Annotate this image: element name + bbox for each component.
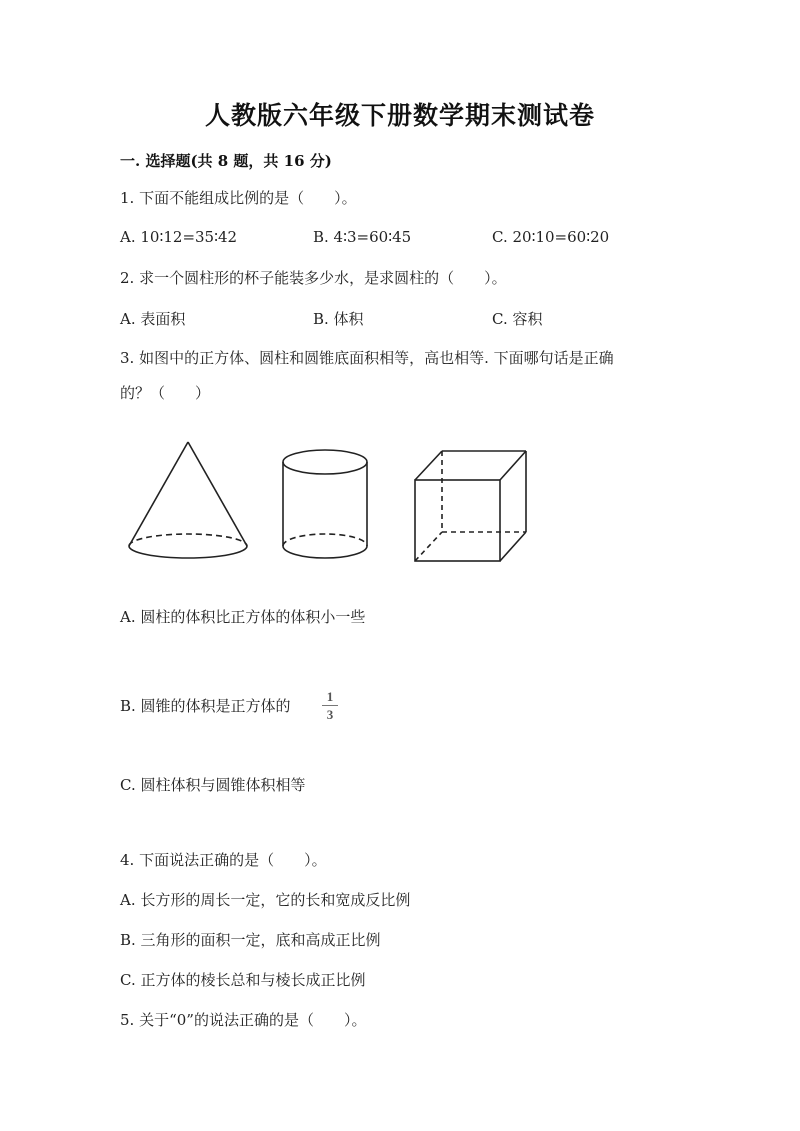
question-1-option-c: C. 20∶10=60∶20	[492, 228, 610, 246]
question-3-stem-line-1: 3. 如图中的正方体、圆柱和圆锥底面积相等，高也相等. 下面哪句话是正确	[120, 349, 614, 367]
question-3-option-b: B. 圆锥的体积是正方体的	[120, 697, 291, 715]
question-4-option-a: A. 长方形的周长一定，它的长和宽成反比例	[120, 891, 411, 909]
cylinder-icon	[283, 450, 367, 558]
question-1-stem: 1. 下面不能组成比例的是（ ）。	[120, 189, 357, 207]
question-4-option-c: C. 正方体的棱长总和与棱长成正比例	[120, 971, 366, 989]
cone-icon	[129, 442, 247, 558]
question-5-stem: 5. 关于“0”的说法正确的是（ ）。	[120, 1011, 367, 1029]
fraction-denominator: 3	[326, 707, 334, 722]
question-2-stem: 2. 求一个圆柱形的杯子能装多少水，是求圆柱的（ ）。	[120, 269, 507, 287]
page-title: 人教版六年级下册数学期末测试卷	[204, 101, 595, 130]
question-3-figures	[120, 430, 540, 570]
question-3-option-c: C. 圆柱体积与圆锥体积相等	[120, 776, 306, 794]
fraction-numerator: 1	[326, 689, 334, 704]
question-2-option-c: C. 容积	[492, 310, 543, 328]
question-1-option-b: B. 4∶3=60∶45	[313, 228, 412, 246]
section-heading: 一. 选择题(共 8 题，共 16 分)	[120, 152, 332, 170]
fraction-one-third	[322, 690, 338, 721]
question-4-option-b: B. 三角形的面积一定，底和高成正比例	[120, 931, 381, 949]
question-4-stem: 4. 下面说法正确的是（ ）。	[120, 851, 327, 869]
question-3-stem-line-2: 的？（ ）	[120, 384, 211, 402]
cube-icon	[415, 451, 526, 561]
question-2-option-b: B. 体积	[313, 310, 364, 328]
question-2-option-a: A. 表面积	[120, 310, 186, 328]
question-3-option-a: A. 圆柱的体积比正方体的体积小一些	[120, 608, 366, 626]
fraction-bar	[322, 705, 338, 706]
question-1-option-a: A. 10∶12=35∶42	[120, 228, 238, 246]
